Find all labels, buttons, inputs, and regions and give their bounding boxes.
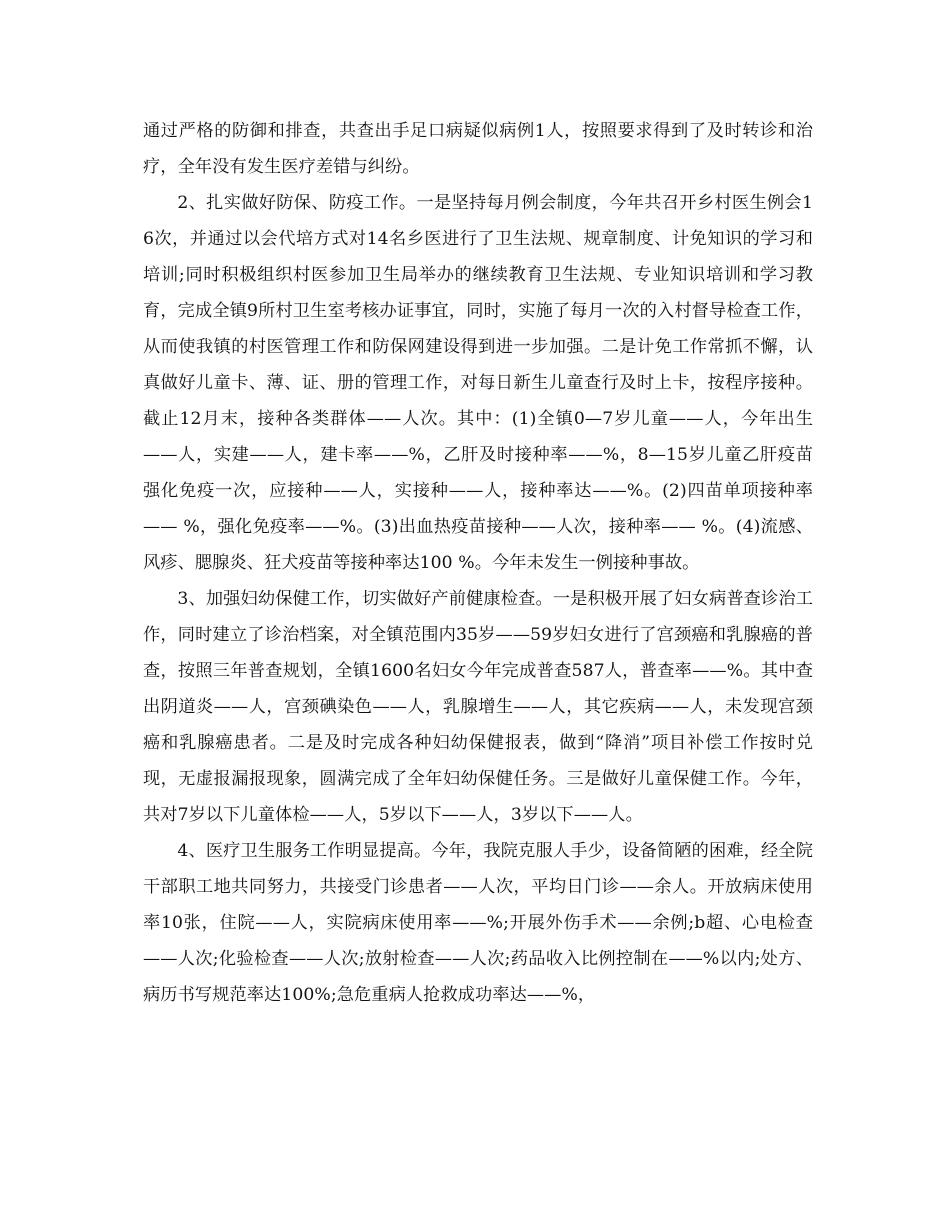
paragraph-medical-services: 4、医疗卫生服务工作明显提高。今年，我院克服人手少，设备简陋的困难，经全院干部职工地共同努力，共接受门诊患者——人次，平均日门诊——余人。开放病床使用率10张，住院——人，实院病床使用率——%;开展外伤手术——余例;b超、心电检查——人次;化验检查——人次;放射检查——人次;药品收入比例控制在——%以内;处方、病历书写规范率达100%;急危重病人抢救成功率达——%， [143, 841, 813, 1005]
paragraph-epidemic-prevention: 2、扎实做好防保、防疫工作。一是坚持每月例会制度，今年共召开乡村医生例会16次，并通过以会代培方式对14名乡医进行了卫生法规、规章制度、计免知识的学习和培训;同时积极组织村医参加卫生局举办的继续教育卫生法规、专业知识培训和学习教育，完成全镇9所村卫生室考核办证事宜，同时，实施了每月一次的入村督导检查工作，从而使我镇的村医管理工作和防保网建设得到进一步加强。二是计免工作常抓不懈，认真做好儿童卡、薄、证、册的管理工作，对每日新生儿童查行及时上卡，按程序接种。截止12月末，接种各类群体——人次。其中：(1)全镇0—7岁儿童——人，今年出生——人，实建——人，建卡率——%，乙肝及时接种率——%，8—15岁儿童乙肝疫苗强化免疫一次，应接种——人，实接种——人，接种率达——%。(2)四苗单项接种率—— %，强化免疫率——%。(3)出血热疫苗接种——人次，接种率—— %。(4)流感、风疹、腮腺炎、狂犬疫苗等接种率达100 %。今年未发生一例接种事故。 [143, 193, 813, 573]
paragraph-maternal-child-health: 3、加强妇幼保健工作，切实做好产前健康检查。一是积极开展了妇女病普查诊治工作，同时建立了诊治档案，对全镇范围内35岁——59岁妇女进行了宫颈癌和乳腺癌的普查，按照三年普查规划，全镇1600名妇女今年完成普查587人，普查率——%。其中查出阴道炎——人，宫颈碘染色——人，乳腺增生——人，其它疾病——人，未发现宫颈癌和乳腺癌患者。二是及时完成各种妇幼保健报表，做到“降消”项目补偿工作按时兑现，无虚报漏报现象，圆满完成了全年妇幼保健任务。三是做好儿童保健工作。今年，共对7岁以下儿童体检——人，5岁以下——人，3岁以下——人。 [143, 589, 813, 825]
paragraph-continuation: 通过严格的防御和排查，共查出手足口病疑似病例1人，按照要求得到了及时转诊和治疗，全年没有发生医疗差错与纠纷。 [143, 121, 813, 177]
document-body [143, 113, 813, 1013]
